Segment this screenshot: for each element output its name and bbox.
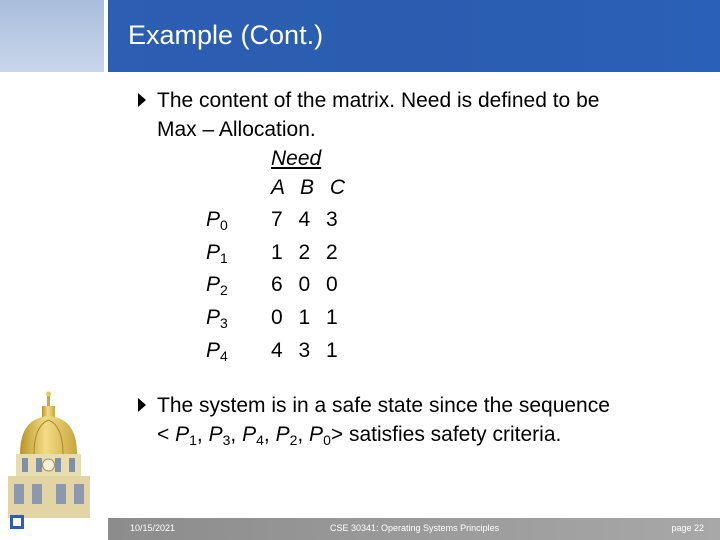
matrix-header: A B C [271,176,351,199]
process-label: $P_3$ [206,306,228,331]
left-divider [104,72,108,518]
footer-course: CSE 30341: Operating Systems Principles [330,523,500,533]
footer-bar [108,518,720,540]
header-divider [104,0,108,72]
bullet-1-line-2: Max – Allocation. [157,118,316,141]
matrix-row-values: 6 0 0 [271,273,343,296]
process-label: $P_4$ [206,339,228,364]
slide-title: Example (Cont.) [128,20,324,50]
footer-date: 10/15/2021 [130,523,176,533]
matrix-row-values: 7 4 3 [271,208,343,231]
corner-square [10,515,24,529]
bullet-2-line-1: The system is in a safe state since the sequence [157,394,610,417]
title-bar [0,0,720,72]
matrix-row-values: 0 1 1 [271,306,343,329]
header-side-panel [0,0,104,72]
matrix-title: Need [271,147,322,170]
process-label: $P_0$ [206,208,228,233]
matrix-row-values: 4 3 1 [271,339,343,362]
bullet-arrow-icon [138,398,146,412]
bullet-arrow-icon [138,93,146,107]
process-label: $P_2$ [206,273,228,298]
golden-dome-logo [6,390,92,518]
footer-page-number: page 22 [671,523,704,533]
bullet-1-line-1: The content of the matrix. Need is defined to be [157,89,600,112]
safe-sequence: < $P_1$, $P_3$, $P_4$, $P_2$, $P_0>$ satisfies safety criteria. [157,423,562,448]
process-label: $P_1$ [206,241,228,266]
matrix-row-values: 1 2 2 [271,241,343,264]
